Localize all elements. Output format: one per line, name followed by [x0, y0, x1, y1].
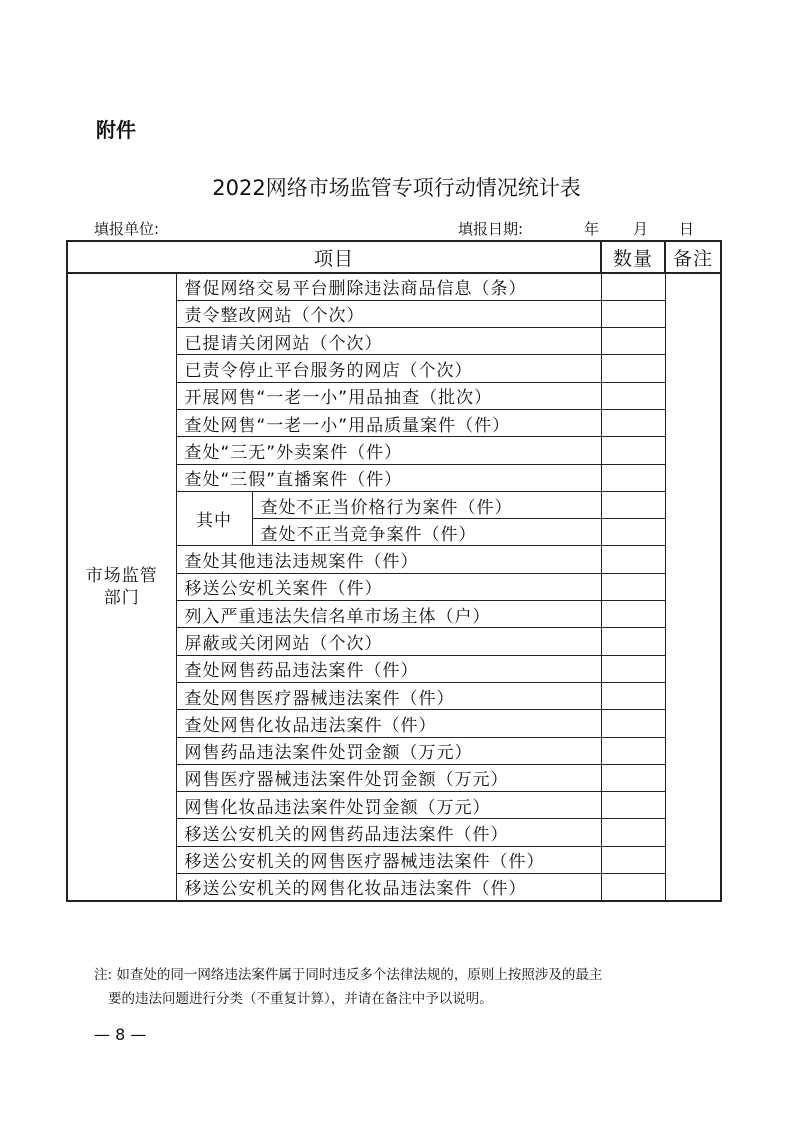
- quantity-cell: [601, 819, 665, 846]
- attachment-label: 附件: [96, 118, 136, 142]
- quantity-cell: [601, 437, 665, 464]
- item-cell: 查处网售“一老一小”用品质量案件（件）: [176, 409, 601, 436]
- fill-unit-label: 填报单位:: [94, 220, 160, 238]
- quantity-cell: [601, 519, 665, 546]
- quantity-cell: [601, 382, 665, 409]
- remark-cell: [665, 273, 721, 901]
- department-label-line-2: 部门: [103, 587, 140, 608]
- table-body: [67, 273, 721, 901]
- header-quantity: 数量: [601, 241, 665, 273]
- quantity-cell: [601, 409, 665, 436]
- quantity-cell: [601, 573, 665, 600]
- footnote-line-2: 要的违法问题进行分类（不重复计算），并请在备注中予以说明。: [108, 991, 493, 1007]
- item-cell: 开展网售“一老一小”用品抽查（批次）: [176, 382, 601, 409]
- item-cell: 移送公安机关的网售药品违法案件（件）: [176, 819, 601, 846]
- footnote: [94, 963, 724, 1011]
- quantity-cell: [601, 328, 665, 355]
- department-cell: [67, 273, 176, 901]
- quantity-cell: [601, 792, 665, 819]
- quantity-cell: [601, 546, 665, 573]
- department-label-line-1: 市场监管: [85, 565, 158, 586]
- quantity-cell: [601, 737, 665, 764]
- page-title: 2022网络市场监管专项行动情况统计表: [212, 176, 581, 200]
- quantity-cell: [601, 764, 665, 791]
- header-remark: 备注: [665, 241, 721, 273]
- quantity-cell: [601, 355, 665, 382]
- item-cell: 查处不正当竞争案件（件）: [252, 519, 601, 546]
- item-cell: 责令整改网站（个次）: [176, 300, 601, 327]
- item-cell: 查处“三无”外卖案件（件）: [176, 437, 601, 464]
- quantity-cell: [601, 710, 665, 737]
- date-day-label: 日: [679, 220, 695, 238]
- item-cell: 查处其他违法违规案件（件）: [176, 546, 601, 573]
- fill-date-label: 填报日期:: [458, 220, 524, 238]
- quantity-cell: [601, 273, 665, 300]
- item-cell: 移送公安机关的网售医疗器械违法案件（件）: [176, 846, 601, 873]
- quantity-cell: [601, 300, 665, 327]
- header-item: 项目: [67, 241, 601, 273]
- item-cell: 网售化妆品违法案件处罚金额（万元）: [176, 792, 601, 819]
- quantity-cell: [601, 682, 665, 709]
- item-cell: 查处“三假”直播案件（件）: [176, 464, 601, 491]
- quantity-cell: [601, 874, 665, 901]
- statistics-table: [66, 240, 722, 902]
- item-cell: 查处网售医疗器械违法案件（件）: [176, 682, 601, 709]
- quantity-cell: [601, 491, 665, 518]
- item-cell: 列入严重违法失信名单市场主体（户）: [176, 601, 601, 628]
- item-cell: 已责令停止平台服务的网店（个次）: [176, 355, 601, 382]
- page-number: — 8 —: [94, 1025, 147, 1044]
- table-row: [67, 273, 721, 300]
- date-month-label: 月: [633, 220, 649, 238]
- quantity-cell: [601, 655, 665, 682]
- quantity-cell: [601, 601, 665, 628]
- quantity-cell: [601, 628, 665, 655]
- qizhong-cell: 其中: [176, 491, 252, 546]
- item-cell: 移送公安机关的网售化妆品违法案件（件）: [176, 874, 601, 901]
- item-cell: 督促网络交易平台删除违法商品信息（条）: [176, 273, 601, 300]
- item-cell: 屏蔽或关闭网站（个次）: [176, 628, 601, 655]
- quantity-cell: [601, 846, 665, 873]
- item-cell: 已提请关闭网站（个次）: [176, 328, 601, 355]
- item-cell: 查处网售化妆品违法案件（件）: [176, 710, 601, 737]
- item-cell: 查处不正当价格行为案件（件）: [252, 491, 601, 518]
- item-cell: 网售医疗器械违法案件处罚金额（万元）: [176, 764, 601, 791]
- quantity-cell: [601, 464, 665, 491]
- item-cell: 网售药品违法案件处罚金额（万元）: [176, 737, 601, 764]
- date-year-label: 年: [584, 220, 600, 238]
- item-cell: 移送公安机关案件（件）: [176, 573, 601, 600]
- table-header-row: [67, 241, 721, 273]
- footnote-line-1: 注: 如查处的同一网络违法案件属于同时违反多个法律法规的，原则上按照涉及的最主: [94, 967, 603, 983]
- item-cell: 查处网售药品违法案件（件）: [176, 655, 601, 682]
